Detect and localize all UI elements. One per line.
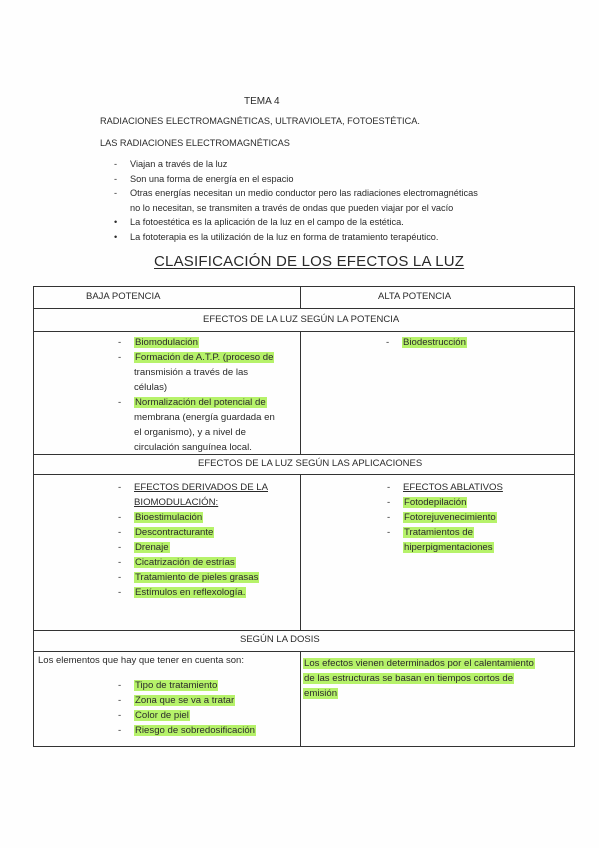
bullet-marker: -	[118, 725, 122, 736]
list-item-text: no lo necesitan, se transmiten a través de ondas que pueden viajar por el vacío	[130, 202, 454, 213]
table-rule-power	[33, 331, 575, 332]
dose-factor-item	[118, 708, 256, 723]
low-power-item	[118, 380, 275, 395]
table-rule-dose-top	[33, 630, 575, 631]
low-application-item	[118, 495, 268, 510]
high-applications-list	[387, 480, 503, 555]
dose-left-intro: Los elementos que hay que tener en cuenta son:	[38, 655, 244, 666]
list-item-text: Biomodulación	[135, 337, 198, 348]
list-item-text: Viajan a través de la luz	[130, 159, 228, 169]
table-border-right	[574, 286, 575, 747]
list-item-text: EFECTOS DERIVADOS DE LA	[134, 482, 268, 493]
list-item-text: Tipo de tratamiento	[135, 680, 218, 691]
dose-right-line: Los efectos vienen determinados por el calentamiento	[304, 658, 534, 669]
list-item-text: Son una forma de energía en el espacio	[130, 173, 294, 184]
high-application-item	[387, 525, 503, 540]
list-item-text: Descontracturante	[135, 527, 214, 538]
low-application-item	[118, 585, 268, 600]
dose-right-line: emisión	[304, 688, 338, 699]
table-border-top	[33, 286, 575, 287]
intro-bullet	[114, 186, 478, 201]
section-dose-title: SEGÚN LA DOSIS	[240, 634, 320, 645]
list-item-text: Bioestimulación	[135, 512, 203, 523]
low-power-item	[118, 425, 275, 440]
table-border-bottom	[33, 746, 575, 747]
bullet-marker: -	[118, 512, 122, 523]
bullet-marker: -	[118, 680, 122, 691]
bullet-marker: -	[114, 159, 118, 169]
list-item-text: BIOMODULACIÓN:	[134, 497, 219, 508]
section-power-title: EFECTOS DE LA LUZ SEGÚN LA POTENCIA	[203, 314, 400, 325]
list-item-text: Drenaje	[135, 542, 169, 553]
bullet-marker: -	[118, 482, 122, 493]
bullet-marker: -	[118, 710, 122, 721]
bullet-marker: -	[118, 587, 122, 598]
list-item-text: La fototerapia es la utilización de la luz en forma de tratamiento terapéutico.	[130, 231, 439, 242]
bullet-marker: -	[118, 352, 122, 363]
low-application-item	[118, 525, 268, 540]
high-application-item	[387, 480, 503, 495]
bullet-marker: -	[387, 512, 391, 523]
dose-right-text	[303, 656, 535, 701]
bullet-marker: •	[114, 217, 118, 227]
list-item-text: Otras energías necesitan un medio conductor pero las radiaciones electromagnéticas	[130, 188, 478, 198]
list-item-text: Biodestrucción	[403, 337, 466, 348]
list-item-text: hiperpigmentaciones	[404, 542, 493, 553]
dose-factor-item	[118, 678, 256, 693]
low-power-item	[118, 350, 275, 365]
table-col-divider-4	[300, 651, 301, 747]
list-item-text: transmisión a través de las	[134, 367, 249, 378]
dose-left-list	[118, 678, 256, 738]
list-item-text: el organismo), y a nivel de	[134, 427, 246, 438]
high-power-item	[386, 335, 467, 350]
list-item-text: Estímulos en reflexología.	[135, 587, 246, 598]
intro-bullet	[114, 157, 478, 172]
table-col-divider-2	[300, 331, 301, 455]
intro-bullet	[114, 201, 478, 216]
bullet-marker: -	[386, 337, 390, 348]
column-header-high: ALTA POTENCIA	[378, 291, 452, 302]
high-application-item	[387, 510, 503, 525]
table-rule-apps	[33, 474, 575, 475]
document-heading: RADIACIONES ELECTROMAGNÉTICAS, ULTRAVIOLETA, FOTOESTÉTICA.	[100, 116, 420, 126]
list-item-text: Normalización del potencial de	[135, 397, 266, 408]
low-application-item	[118, 555, 268, 570]
list-item-text: Tratamiento de pieles grasas	[135, 572, 259, 583]
table-col-divider-1	[300, 286, 301, 309]
low-power-item	[118, 410, 275, 425]
list-item-text: La fotoestética es la aplicación de la luz en el campo de la estética.	[130, 217, 404, 227]
high-power-list	[386, 335, 467, 350]
classification-title: CLASIFICACIÓN DE LOS EFECTOS LA LUZ	[154, 253, 465, 270]
column-header-low: BAJA POTENCIA	[86, 291, 161, 302]
low-power-item	[118, 365, 275, 380]
high-application-item	[387, 495, 503, 510]
list-item-text: Tratamientos de	[404, 527, 473, 538]
table-rule-header	[33, 308, 575, 309]
bullet-marker: -	[387, 527, 391, 538]
section-apps-title: EFECTOS DE LA LUZ SEGÚN LAS APLICACIONES	[198, 458, 423, 469]
bullet-marker: -	[387, 497, 391, 508]
list-item-text: Riesgo de sobredosificación	[135, 725, 255, 736]
low-power-item	[118, 440, 275, 455]
low-power-list	[118, 335, 275, 455]
list-item-text: Cicatrización de estrías	[135, 557, 235, 568]
dose-factor-item	[118, 693, 256, 708]
intro-bullet-list	[114, 157, 478, 244]
bullet-marker: -	[118, 695, 122, 706]
low-power-item	[118, 395, 275, 410]
low-application-item	[118, 540, 268, 555]
list-item-text: células)	[134, 382, 168, 393]
dose-right-line: de las estructuras se basan en tiempos cortos de	[304, 673, 514, 684]
bullet-marker: -	[118, 397, 122, 408]
table-col-divider-3	[300, 474, 301, 631]
bullet-marker: -	[118, 557, 122, 568]
list-item-text: EFECTOS ABLATIVOS	[403, 482, 503, 493]
bullet-marker: -	[118, 527, 122, 538]
list-item-text: circulación sanguínea local.	[134, 442, 252, 453]
bullet-marker: -	[387, 482, 391, 493]
intro-bullet	[114, 230, 478, 245]
low-application-item	[118, 480, 268, 495]
intro-bullet	[114, 172, 478, 187]
bullet-marker: •	[114, 231, 118, 242]
list-item-text: membrana (energía guardada en	[134, 412, 275, 423]
low-application-item	[118, 570, 268, 585]
dose-factor-item	[118, 723, 256, 738]
bullet-marker: -	[118, 337, 122, 348]
list-item-text: Formación de A.T.P. (proceso de	[135, 352, 274, 363]
table-rule-dose	[33, 651, 575, 652]
section-subheading: LAS RADIACIONES ELECTROMAGNÉTICAS	[100, 138, 290, 148]
high-application-item	[387, 540, 503, 555]
bullet-marker: -	[118, 572, 122, 583]
list-item-text: Fotodepilación	[404, 497, 467, 508]
table-border-left	[33, 286, 34, 747]
intro-bullet	[114, 215, 478, 230]
list-item-text: Zona que se va a tratar	[135, 695, 235, 706]
low-applications-list	[118, 480, 268, 600]
list-item-text: Color de piel	[135, 710, 189, 721]
table-rule-apps-top	[33, 454, 575, 455]
bullet-marker: -	[118, 542, 122, 553]
bullet-marker: -	[114, 188, 118, 198]
list-item-text: Fotorejuvenecimiento	[404, 512, 496, 523]
low-power-item	[118, 335, 275, 350]
low-application-item	[118, 510, 268, 525]
bullet-marker: -	[114, 173, 118, 184]
tema-label: TEMA 4	[244, 96, 280, 107]
